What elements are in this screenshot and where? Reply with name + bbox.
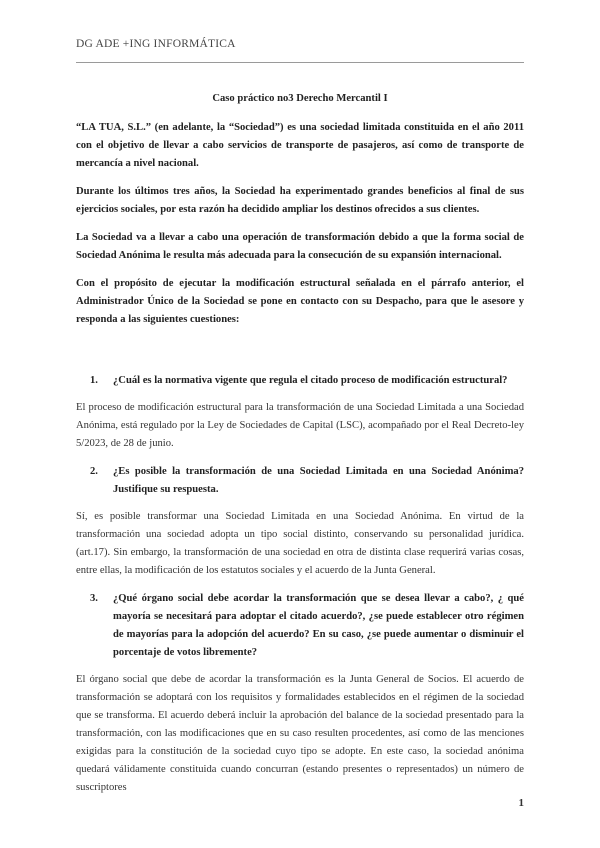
document-title: Caso práctico no3 Derecho Mercantil I: [212, 93, 388, 104]
question-2: [76, 463, 524, 499]
question-text: ¿Qué órgano social debe acordar la transformación que se desea llevar a cabo?, ¿ qué mayoría se necesitará para adoptar el citado acuerdo?, ¿se puede establecer otro régimen de mayorías para la adopción del acuerdo? En su caso, ¿se puede aumentar o disminuir el porcentaje de votos libremente?: [113, 593, 524, 658]
question-text: ¿Es posible la transformación de una Sociedad Limitada en una Sociedad Anónima? Justifique su respuesta.: [113, 466, 524, 495]
intro-paragraph: Con el propósito de ejecutar la modificación estructural señalada en el párrafo anterior, el Administrador Único de la Sociedad se pone en contacto con su Despacho, para que le asesore y responda a las siguientes cuestiones:: [76, 278, 524, 325]
intro-paragraph: “LA TUA, S.L.” (en adelante, la “Sociedad”) es una sociedad limitada constituida en el año 2011 con el objetivo de llevar a cabo servicios de transporte de pasajeros, así como de transporte de mercancía a nivel nacional.: [76, 122, 524, 169]
answer-1: El proceso de modificación estructural para la transformación de una Sociedad Limitada a una Sociedad Anónima, está regulado por la Ley de Sociedades de Capital (LSC), acompañado por el Real Decreto-ley 5/2023, de 28 de junio.: [76, 402, 524, 449]
answer-3: El órgano social que debe de acordar la transformación es la Junta General de Socios. El acuerdo de transformación se adoptará con los requisitos y formalidades establecidos en el régimen de la sociedad que se transforma. El acuerdo deberá incluir la aprobación del balance de la sociedad presentado para la transformación, con las modificaciones que en su caso resulten procedentes, así como de las menciones exigidas para la constitución de la sociedad cuyo tipo se adopte. En este caso, la sociedad anónima quedará válidamente constituida cuando concurran (estando presentes o representados) un número de suscriptores: [76, 674, 524, 793]
question-number: 2.: [90, 466, 98, 477]
intro-paragraph: La Sociedad va a llevar a cabo una operación de transformación debido a que la forma social de Sociedad Anónima le resulta más adecuada para la consecución de su expansión internacional.: [76, 232, 524, 261]
header-divider: [76, 62, 524, 63]
document-body: [76, 92, 524, 807]
intro-paragraph: Durante los últimos tres años, la Sociedad ha experimentado grandes beneficios al final de sus ejercicios sociales, por esta razón ha decidido ampliar los destinos ofrecidos a sus clientes.: [76, 186, 524, 215]
page-number: 1: [518, 797, 524, 809]
question-number: 1.: [90, 375, 98, 386]
running-header: DG ADE +ING INFORMÁTICA: [76, 38, 236, 50]
question-text: ¿Cuál es la normativa vigente que regula el citado proceso de modificación estructural?: [113, 375, 508, 386]
question-1: [76, 372, 524, 390]
question-3: [76, 590, 524, 662]
answer-2: Sí, es posible transformar una Sociedad Limitada en una Sociedad Anónima. En virtud de la transformación una sociedad adopta un tipo social distinto, conservando su personalidad jurídica. (art.17). Sin embargo, la transformación de una sociedad en otra de distinta clase requerirá varias cosas, entre ellas, la modificación de los estatutos sociales y el acuerdo de la Junta General.: [76, 511, 524, 576]
question-number: 3.: [90, 593, 98, 604]
